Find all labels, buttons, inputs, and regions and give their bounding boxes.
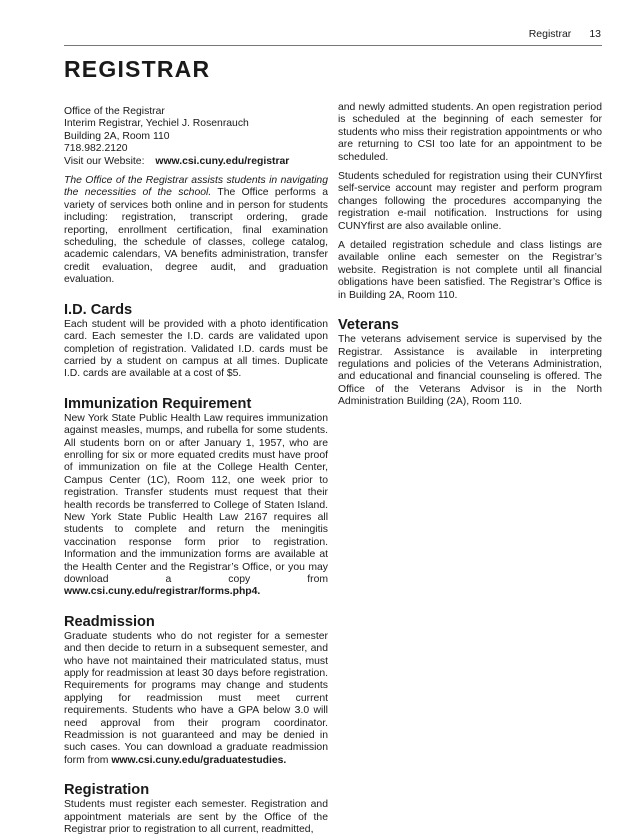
section-registration xyxy=(64,782,328,836)
section-id-cards xyxy=(64,302,328,381)
intro-italic-lead: The Office of the Registrar assists students in navigating the necessities of the school. xyxy=(64,175,328,199)
section-immunization xyxy=(64,396,328,599)
office-name: Office of the Registrar xyxy=(64,106,165,117)
immunization-body xyxy=(64,413,328,599)
website-label: Visit our Website: xyxy=(64,155,145,167)
running-head xyxy=(529,28,601,40)
intro-paragraph xyxy=(64,175,328,287)
immunization-text: New York State Public Health Law requires immunization against measles, mumps, and rubella for some students. All students born on or after January 1, 1957, who are enrolling for six or more equated credits must have proof of immunization on file at the College Health Center, Campus Center (1C), Room 112, one week prior to registration. Transfer students must request that their health records be transferred to College of Staten Island. New York State Public Health Law 2167 requires all students to complete and return the meningitis vaccination response form prior to registration. Information and the immunization forms are available at the Health Center and the Registrar’s Office, or you may download a copy from xyxy=(64,412,328,585)
running-head-section: Registrar xyxy=(528,28,572,40)
id-cards-body: Each student will be provided with a photo identification card. Each semester the I.D. cards are validated upon completion of registration. Validated I.D. cards must be carried by a student on campus at all times. Duplicate I.D. cards are available at a cost of $5. xyxy=(64,318,328,380)
left-column xyxy=(64,106,328,837)
right-column xyxy=(338,102,602,409)
section-readmission xyxy=(64,614,328,767)
registration-continued: and newly admitted students. An open registration period is scheduled at the beginning of each semester for students who miss their registration appointments or who are returning to CSI too late for an appointment to be scheduled. xyxy=(338,102,602,163)
page-title: REGISTRAR xyxy=(64,56,211,82)
registration-body: Students must register each semester. Registration and appointment materials are sent by the Office of the Registrar prior to registration to all current, readmitted, xyxy=(64,799,328,836)
heading-veterans: Veterans xyxy=(338,317,399,334)
website-link[interactable]: www.csi.cuny.edu/registrar xyxy=(155,155,290,167)
office-location: Building 2A, Room 110 xyxy=(64,130,170,142)
office-info xyxy=(64,106,328,168)
office-phone: 718.982.2120 xyxy=(64,143,128,155)
office-website xyxy=(64,156,328,168)
header-rule xyxy=(64,45,602,46)
office-registrar: Interim Registrar, Yechiel J. Rosenrauch xyxy=(64,118,249,130)
readmission-form-link[interactable]: www.csi.cuny.edu/graduatestudies. xyxy=(111,754,287,766)
readmission-text: Graduate students who do not register for a semester and then decide to return in a subsequent semester, and who have not maintained their matriculated status, must apply for readmission at least 30 days before registration. Requirements for programs may change and students applying for readmission must meet current requirements. Students who have a GPA below 3.0 will need approval from their program coordinator. Readmission is not guaranteed and may be denied in such cases. You can download a graduate readmission form from xyxy=(64,630,328,766)
section-veterans xyxy=(338,317,602,408)
registration-schedule: A detailed registration schedule and class listings are available online each semester on the Registrar’s website. Registration is not complete until all financial obligations have been satisfied. The Registrar’s Office is in Building 2A, Room 110. xyxy=(338,240,602,301)
veterans-body: The veterans advisement service is supervised by the Registrar. Assistance is available in interpreting regulations and policies of the Veterans Administration, and educational and financial counseling is offered. The Office of the Veterans Advisor is in the North Administration Building (2A), Room 110. xyxy=(338,334,602,408)
page-number: 13 xyxy=(589,28,601,40)
registration-cunyfirst: Students scheduled for registration using their CUNYfirst self-service account may register and perform program changes following the procedures accompanying the registration e-mail notification. Instructions for using CUNYfirst are also available online. xyxy=(338,171,602,232)
intro-rest: The Office performs a variety of services both online and in person for students including: registration, transcript ordering, grade reporting, enrollment certification, final examination scheduling, the schedule of classes, college catalog, academic calendars, VA benefits administration, transfer credit evaluation, degree audit, and graduation evaluation. xyxy=(64,187,328,286)
heading-registration: Registration xyxy=(64,782,150,799)
heading-id-cards: I.D. Cards xyxy=(64,301,133,318)
immunization-forms-link[interactable]: www.csi.cuny.edu/registrar/forms.php4. xyxy=(64,586,261,598)
readmission-body xyxy=(64,631,328,767)
heading-immunization: Immunization Requirement xyxy=(64,395,252,412)
heading-readmission: Readmission xyxy=(64,613,155,630)
